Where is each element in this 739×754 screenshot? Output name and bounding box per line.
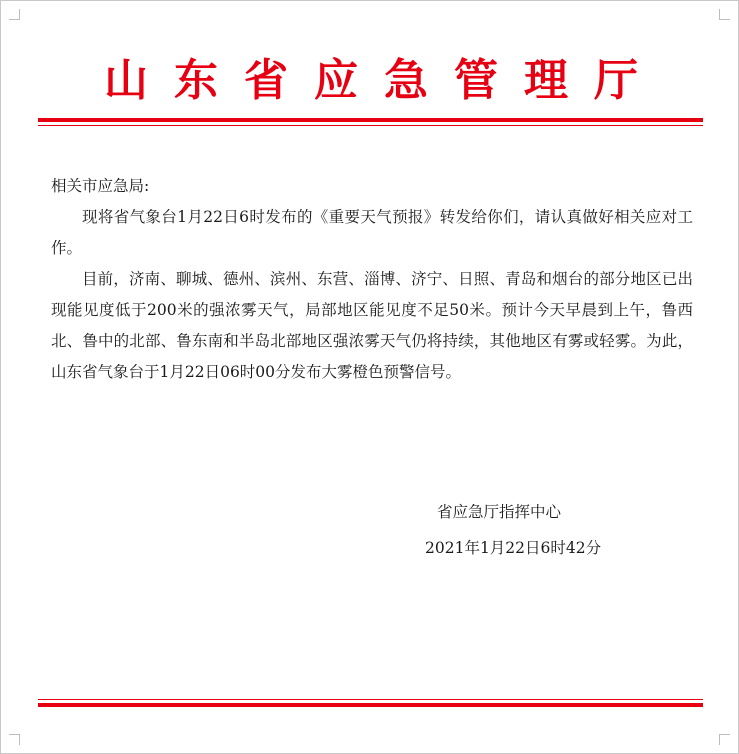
- signature-department: 省应急厅指挥中心: [437, 503, 562, 521]
- corner-mark-bottom-right: [719, 734, 730, 745]
- corner-mark-top-right: [719, 9, 730, 20]
- footer-rule-thick: [38, 703, 703, 707]
- document-body: [51, 171, 693, 388]
- corner-mark-top-left: [9, 9, 20, 20]
- header-rule-thick: [38, 118, 703, 122]
- paragraph-2: 目前，济南、聊城、德州、滨州、东营、淄博、济宁、日照、青岛和烟台的部分地区已出现能见度低于200米的强浓雾天气，局部地区能见度不足50米。预计今天早晨到上午，鲁西北、鲁中的北部、鲁东南和半岛北部地区强浓雾天气仍将持续，其他地区有雾或轻雾。为此，山东省气象台于1月22日06时00分发布大雾橙色预警信号。: [51, 270, 693, 381]
- paragraph-1: 现将省气象台1月22日6时发布的《重要天气预报》转发给你们，请认真做好相关应对工作。: [51, 208, 693, 257]
- letterhead-title: 山东省应急管理厅: [104, 55, 664, 106]
- corner-mark-bottom-left: [9, 734, 20, 745]
- signature-date: 2021年1月22日6时42分: [425, 539, 602, 557]
- header-rule-thin: [38, 125, 703, 126]
- salutation: 相关市应急局:: [51, 177, 150, 195]
- footer-rule-thin: [38, 699, 703, 700]
